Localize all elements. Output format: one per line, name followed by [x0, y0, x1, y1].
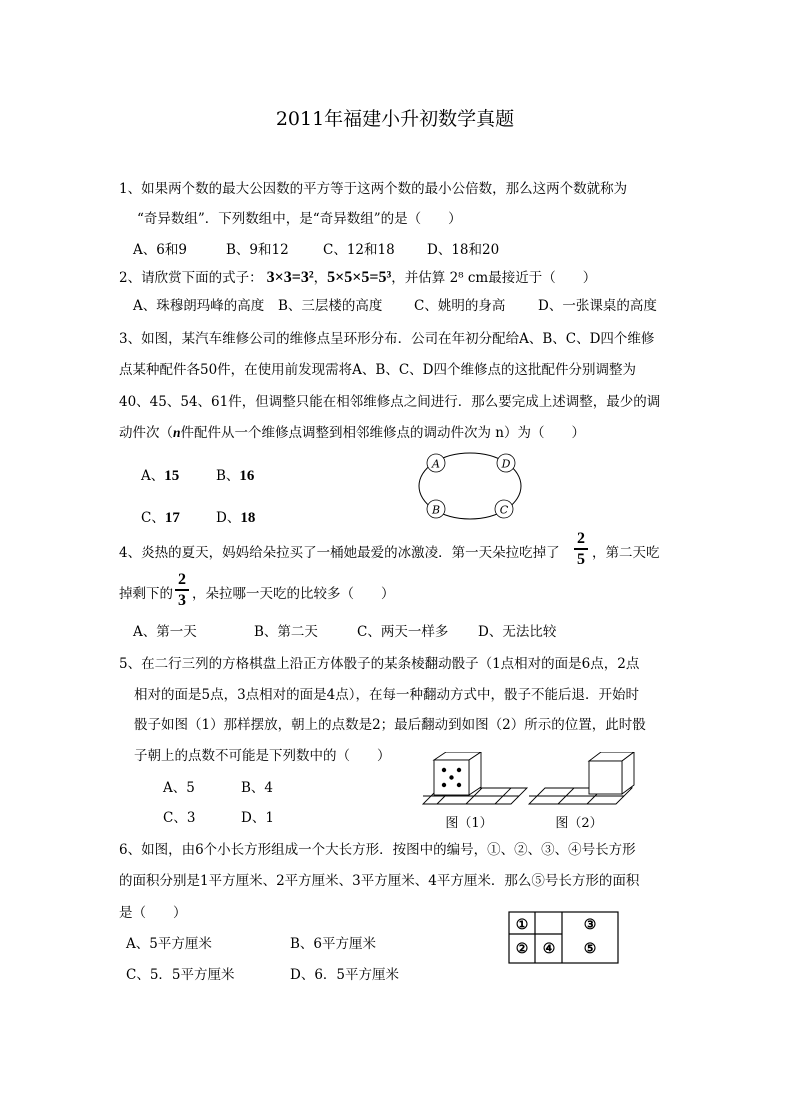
- q5-option-b: B、4: [241, 780, 274, 796]
- q5-line4: 子朝上的点数不可能是下列数中的（ ）: [134, 748, 391, 764]
- q4-line1: 4、炎热的夏天，妈妈给朵拉买了一桶她最爱的冰激凌．第一天朵拉吃掉了: [119, 545, 560, 561]
- q2-formula1: 3×3=3²: [266, 269, 314, 286]
- q3-line1: 3、如图，某汽车维修公司的维修点呈环形分布．公司在年初分配给A、B、C、D四个维修: [119, 331, 655, 347]
- q2-option-c: C、姚明的身高: [414, 298, 506, 314]
- q3-line3: 40、45、54、61件，但调整只能在相邻维修点之间进行．那么要完成上述调整，最少的调: [119, 394, 661, 410]
- q1-line1: 1、如果两个数的最大公因数的平方等于这两个数的最小公倍数，那么这两个数就称为: [119, 181, 628, 197]
- q4-option-d: D、无法比较: [478, 624, 557, 640]
- q2-suffix: ，并估算 2⁸ cm最接近于（ ）: [391, 270, 597, 286]
- q3-option-b: B、16: [216, 468, 255, 484]
- q4-line1-end: ，第二天吃: [592, 545, 660, 561]
- q3-line4-pre: 动件次（: [119, 425, 173, 441]
- q6-line1: 6、如图，由6个小长方形组成一个大长方形．按图中的编号，①、②、③、④号长方形: [119, 842, 636, 858]
- q5-option-d: D、1: [241, 810, 274, 826]
- fraction-two-fifths: 2 5: [574, 530, 588, 568]
- q1-option-a: A、6和9: [133, 242, 187, 258]
- dice-figures: [415, 752, 660, 834]
- q2-option-a: A、珠穆朗玛峰的高度: [133, 298, 265, 314]
- node-d-label: D: [501, 457, 511, 471]
- q5-option-a: A、5: [163, 780, 195, 796]
- rect-5-label: ⑤: [583, 941, 597, 957]
- fig2-caption: 图（2）: [555, 816, 603, 831]
- q3-line4-post: 件配件从一个维修点调整到相邻维修点的调动件次为 n）为（ ）: [180, 425, 586, 441]
- q6-line3: 是（ ）: [119, 905, 187, 921]
- q4-option-b: B、第二天: [254, 624, 318, 640]
- q3-option-c: C、17: [141, 510, 180, 526]
- q4-option-c: C、两天一样多: [357, 624, 449, 640]
- q5-line1: 5、在二行三列的方格棋盘上沿正方体骰子的某条棱翻动骰子（1点相对的面是6点，2点: [119, 656, 640, 672]
- q3-line2: 点某种配件各50件，在使用前发现需将A、B、C、D四个维修点的这批配件分别调整为: [119, 362, 637, 378]
- q3-option-a: A、15: [141, 468, 180, 484]
- q1-option-b: B、9和12: [226, 242, 289, 258]
- q2-line: 2、请欣赏下面的式子： 3×3=3²，5×5×5=5³，并估算 2⁸ cm最接近于（ ）: [119, 269, 597, 286]
- node-b-label: B: [431, 503, 441, 517]
- dice-2: [589, 752, 634, 794]
- q4-option-a: A、第一天: [133, 624, 197, 640]
- q2-prefix: 2、请欣赏下面的式子：: [119, 270, 263, 286]
- rect-1-label: ①: [515, 917, 529, 933]
- page-title: 2011年福建小升初数学真题: [275, 108, 515, 130]
- node-c-label: C: [499, 503, 509, 517]
- q6-line2: 的面积分别是1平方厘米、2平方厘米、3平方厘米、4平方厘米．那么⑤号长方形的面积: [119, 873, 640, 889]
- q1-option-d: D、18和20: [427, 242, 500, 258]
- q4-line2-post: ，朵拉哪一天吃的比较多（ ）: [192, 586, 395, 602]
- q6-option-c: C、5．5平方厘米: [126, 967, 235, 983]
- rectangle-grid: [508, 911, 620, 965]
- q6-option-a: A、5平方厘米: [126, 936, 212, 952]
- q1-option-c: C、12和18: [323, 242, 395, 258]
- q3-option-d: D、18: [216, 510, 256, 526]
- q5-line3: 骰子如图（1）那样摆放，朝上的点数是2；最后翻动到如图（2）所示的位置，此时骰: [134, 717, 646, 733]
- ring-diagram: [415, 447, 525, 527]
- q5-option-c: C、3: [163, 810, 196, 826]
- q5-line2: 相对的面是5点，3点相对的面是4点），在每一种翻动方式中，骰子不能后退．开始时: [134, 687, 640, 703]
- q3-line4: [119, 421, 585, 441]
- q6-option-b: B、6平方厘米: [290, 936, 377, 952]
- q4-line2-pre: 掉剩下的: [119, 586, 173, 602]
- fraction-two-thirds: 2 3: [175, 571, 189, 609]
- rect-4-label: ④: [542, 941, 556, 957]
- node-a-label: A: [432, 457, 440, 471]
- fig1-caption: 图（1）: [445, 816, 493, 831]
- q2-formula2: 5×5×5=5³: [327, 269, 392, 286]
- q2-option-b: B、三层楼的高度: [278, 298, 383, 314]
- q3-n-var: n: [173, 425, 181, 440]
- rect-2-label: ②: [515, 941, 529, 957]
- q6-option-d: D、6．5平方厘米: [290, 967, 400, 983]
- q2-option-d: D、一张课桌的高度: [538, 298, 657, 314]
- q1-line2: “奇异数组”．下列数组中，是“奇异数组”的是（ ）: [137, 211, 462, 227]
- rect-3-label: ③: [583, 917, 597, 933]
- dice-1: [434, 752, 481, 795]
